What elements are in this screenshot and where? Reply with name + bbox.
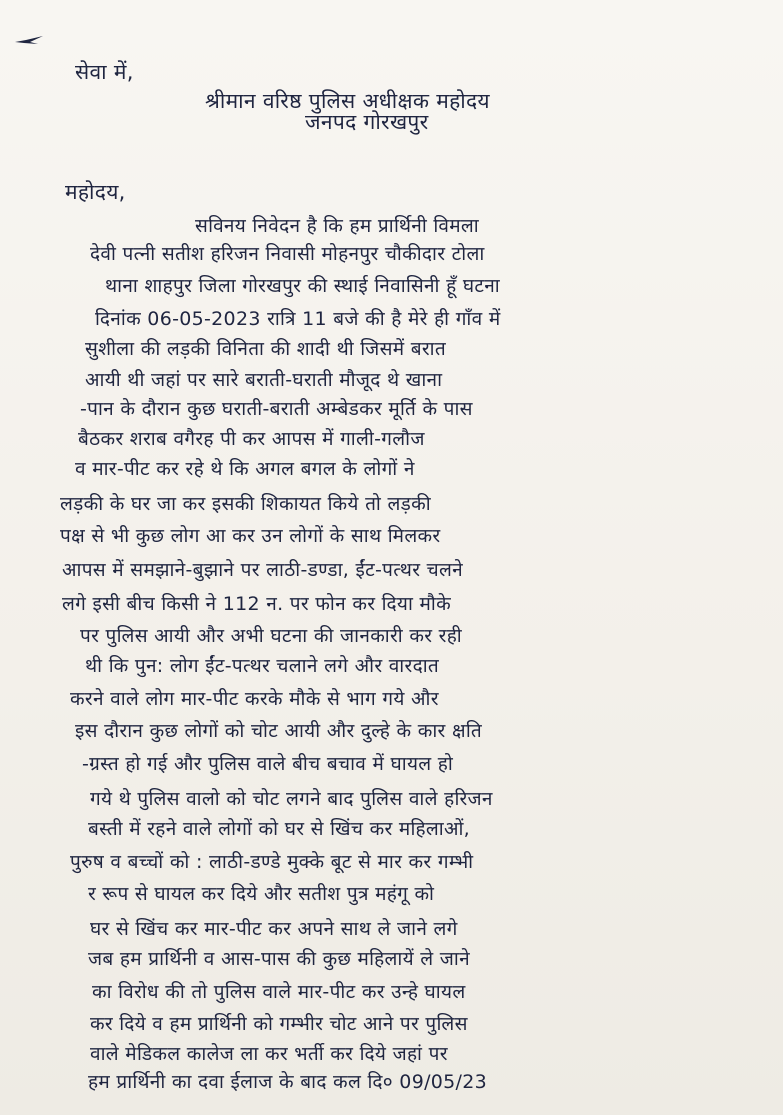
- body-line: जब हम प्रार्थिनी व आस-पास की कुछ महिलायें ले जाने: [88, 948, 470, 970]
- body-line: बैठकर शराब वगैरह पी कर आपस में गाली-गलौज: [78, 428, 425, 450]
- body-line: आयी थी जहां पर सारे बराती-घराती मौजूद थे खाना: [85, 369, 443, 391]
- salutation: महोदय,: [65, 180, 126, 204]
- body-line: सुशीला की लड़की विनिता की शादी थी जिसमें बरात: [85, 338, 447, 360]
- recipient-district: जनपद गोरखपुर: [305, 110, 429, 134]
- body-line: पुरुष व बच्चों को : लाठी-डण्डे मुक्के बूट से मार कर गम्भी: [70, 851, 474, 873]
- body-line: घर से खिंच कर मार-पीट कर अपने साथ ले जाने लगे: [90, 918, 458, 940]
- body-line: लगे इसी बीच किसी ने 112 न. पर फोन कर दिया मौके: [62, 593, 451, 615]
- body-line: पर पुलिस आयी और अभी घटना की जानकारी कर रही: [80, 625, 463, 647]
- body-line: थाना शाहपुर जिला गोरखपुर की स्थाई निवासिनी हूँ घटना: [105, 275, 501, 297]
- body-line: इस दौरान कुछ लोगों को चोट आयी और दुल्हे के कार क्षति: [75, 720, 482, 742]
- body-line: लड़की के घर जा कर इसकी शिकायत किये तो लड़की: [60, 493, 431, 515]
- body-line: गये थे पुलिस वालो को चोट लगने बाद पुलिस वाले हरिजन: [90, 788, 493, 810]
- to-label: सेवा में,: [75, 60, 134, 84]
- body-line: पक्ष से भी कुछ लोग आ कर उन लोगों के साथ मिलकर: [60, 525, 441, 547]
- body-line: का विरोध की तो पुलिस वाले मार-पीट कर उन्हे घायल: [92, 981, 466, 1003]
- body-line: दिनांक 06-05-2023 रात्रि 11 बजे की है मेरे ही गाँव में: [95, 308, 501, 330]
- body-line: व मार-पीट कर रहे थे कि अगल बगल के लोगों ने: [75, 458, 415, 480]
- body-line: र रूप से घायल कर दिये और सतीश पुत्र महंगू को: [88, 883, 435, 905]
- body-line: बस्ती में रहने वाले लोगों को घर से खिंच कर महिलाओं,: [88, 818, 471, 840]
- body-line: हम प्रार्थिनी का दवा ईलाज के बाद कल दि० 09/05/23: [88, 1071, 488, 1093]
- recipient-title: श्रीमान वरिष्ठ पुलिस अधीक्षक महोदय: [205, 89, 490, 113]
- body-line: कर दिये व हम प्रार्थिनी को गम्भीर चोट आने पर पुलिस: [90, 1013, 468, 1035]
- body-line: वाले मेडिकल कालेज ला कर भर्ती कर दिये जहां पर: [90, 1043, 448, 1065]
- body-line: -पान के दौरान कुछ घराती-बराती अम्बेडकर मूर्ति के पास: [80, 398, 473, 420]
- body-line: करने वाले लोग मार-पीट करके मौके से भाग गये और: [70, 688, 439, 710]
- body-line: आपस में समझाने-बुझाने पर लाठी-डण्डा, ईंट-पत्थर चलने: [62, 559, 464, 581]
- body-line: थी कि पुन: लोग ईंट-पत्थर चलाने लगे और वारदात: [85, 655, 440, 677]
- body-line: -ग्रस्त हो गई और पुलिस वाले बीच बचाव में घायल हो: [82, 753, 454, 775]
- body-line: देवी पत्नी सतीश हरिजन निवासी मोहनपुर चौकीदार टोला: [90, 243, 485, 265]
- pen-mark: [14, 34, 44, 48]
- body-line: सविनय निवेदन है कि हम प्रार्थिनी विमला: [195, 215, 479, 237]
